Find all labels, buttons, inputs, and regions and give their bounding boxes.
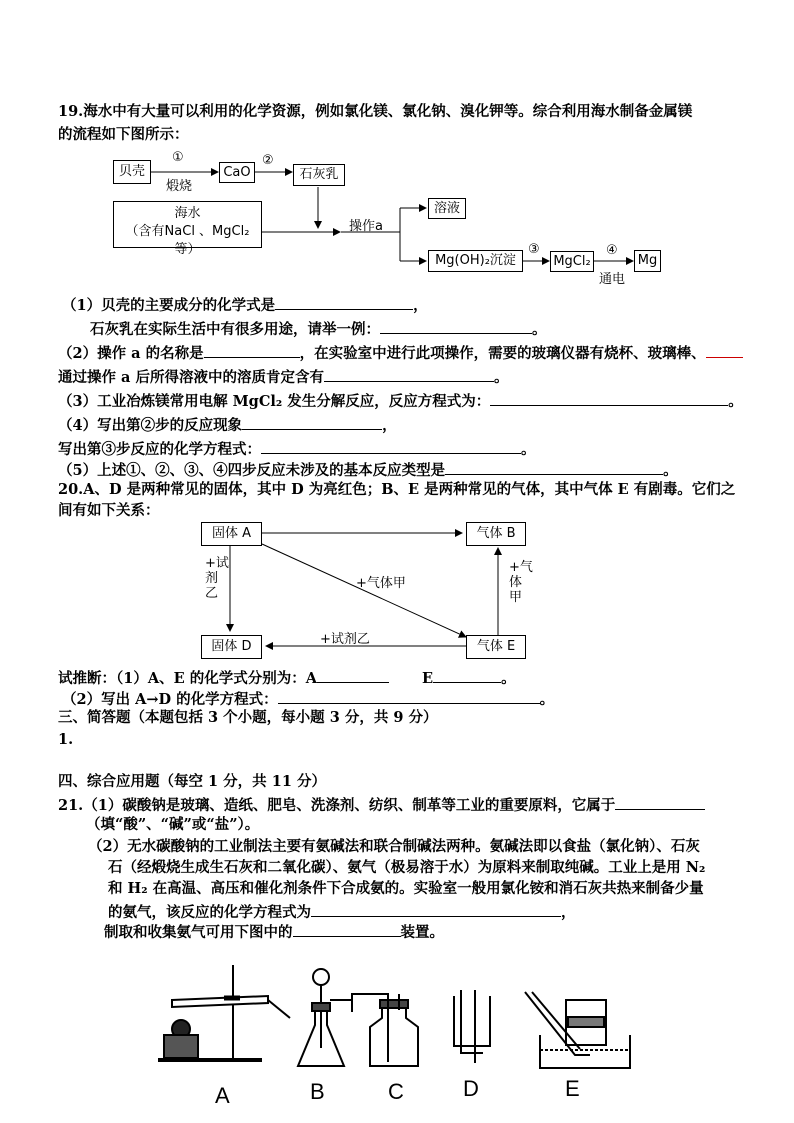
step4-label: ④: [606, 243, 618, 258]
plus-reagent-yi-label: +试剂乙: [320, 632, 370, 647]
electrify-label: 通电: [599, 272, 626, 287]
apparatus-e-drawing: [525, 992, 630, 1068]
solid-d-box: 固体 D: [201, 635, 262, 659]
q21-part1-line1: 21.（1）碳酸钠是玻璃、造纸、肥皂、洗涤剂、纺织、制革等工业的重要原料，它属于: [58, 795, 705, 815]
apparatus-label-e: E: [565, 1076, 580, 1101]
plus-gas-jia-label: +气体甲: [356, 576, 406, 591]
q20-part1: 试推断：（1）A、E 的化学式分别为：A E 。: [58, 670, 516, 687]
apparatus-d-drawing: [454, 990, 490, 1063]
limemilk-box: 石灰乳: [293, 164, 345, 186]
calcine-label: 煅烧: [166, 179, 193, 194]
seawater-detail: （含有NaCl 、MgCl₂ 等）: [125, 224, 250, 257]
q19-part5: （5）上述①、②、③、④四步反应未涉及的基本反应类型是 。: [58, 462, 678, 479]
q19-part2a: （2）操作 a 的名称是 ，在实验室中进行此项操作，需要的玻璃仪器有烧杯、玻璃棒、: [58, 343, 743, 363]
q19-intro-line2: 的流程如下图所示：: [58, 126, 189, 143]
right-vertical-label: +气体甲: [509, 560, 533, 605]
operation-a-label: 操作a: [349, 219, 383, 234]
q20-intro-line2: 间有如下关系：: [58, 502, 160, 519]
q19-part3: （3）工业冶炼镁常用电解 MgCl₂ 发生分解反应，反应方程式为： 。: [58, 393, 743, 410]
q21-part2-line4: 的氨气，该反应的化学方程式为 ，: [108, 904, 576, 921]
apparatus-label-a: A: [215, 1083, 230, 1108]
q21-part2-line1: （2）无水碳酸钠的工业制法主要有氨碱法和联合制碱法两种。氨碱法即以食盐（氯化钠）、石灰: [88, 838, 700, 855]
shell-box: 贝壳: [113, 160, 151, 184]
left-vertical-label: +试剂乙: [205, 556, 229, 601]
apparatus-b-drawing: [298, 969, 352, 1066]
solid-a-box: 固体 A: [201, 522, 262, 546]
step2-label: ②: [262, 153, 274, 168]
step1-label: ①: [172, 150, 184, 165]
section4-title: 四、综合应用题（每空 1 分，共 11 分）: [58, 773, 326, 790]
precipitate-box: Mg(OH)₂沉淀: [428, 250, 523, 272]
q21-part2-line5: 制取和收集氨气可用下图中的 装置。: [104, 924, 444, 941]
apparatus-c-drawing: [352, 993, 418, 1066]
q21-part2-line3: 和 H₂ 在高温、高压和催化剂条件下合成氨的。实验室一般用氯化铵和消石灰共热来制备少量: [108, 880, 704, 897]
q19-part1b: 石灰乳在实际生活中有很多用途，请举一例： 。: [90, 321, 547, 338]
q19-part4a: （4）写出第②步的反应现象 ，: [58, 417, 397, 434]
q20-part2: （2）写出 A→D 的化学方程式： 。: [62, 691, 555, 708]
mgcl2-box: MgCl₂: [550, 251, 594, 272]
q19-part1a: （1）贝壳的主要成分的化学式是 ，: [62, 297, 428, 314]
step3-label: ③: [528, 242, 540, 257]
cao-box: CaO: [219, 162, 255, 183]
gas-e-box: 气体 E: [466, 635, 526, 659]
q21-part2-line2: 石（经煅烧生成生石灰和二氧化碳）、氨气（极易溶于水）为原料来制取纯碱。工业上是用 N₂: [108, 859, 706, 876]
mg-box: Mg: [634, 250, 661, 272]
q21-part1-line2: （填“酸”、“碱”或“盐”）。: [86, 816, 260, 833]
apparatus-label-d: D: [463, 1076, 479, 1101]
seawater-label: 海水: [174, 206, 201, 221]
gas-b-box: 气体 B: [466, 522, 526, 546]
q19-part4b: 写出第③步反应的化学方程式： 。: [58, 441, 536, 458]
q19-intro-line1: 19.海水中有大量可以利用的化学资源，例如氯化镁、氯化钠、溴化钾等。综合利用海水制备金属镁: [58, 103, 693, 120]
section3-title: 三、简答题（本题包括 3 个小题，每小题 3 分，共 9 分）: [58, 709, 438, 726]
section3-item1: 1.: [58, 731, 74, 748]
apparatus-a-drawing: [158, 965, 290, 1060]
apparatus-label-b: B: [310, 1079, 325, 1104]
apparatus-label-c: C: [388, 1079, 404, 1104]
solution-box: 溶液: [428, 198, 466, 219]
q20-intro-line1: 20.A、D 是两种常见的固体，其中 D 为亮红色；B、E 是两种常见的气体，其中气体 E 有剧毒。它们之: [58, 481, 736, 498]
q19-part2b: 通过操作 a 后所得溶液中的溶质肯定含有 。: [58, 369, 509, 386]
